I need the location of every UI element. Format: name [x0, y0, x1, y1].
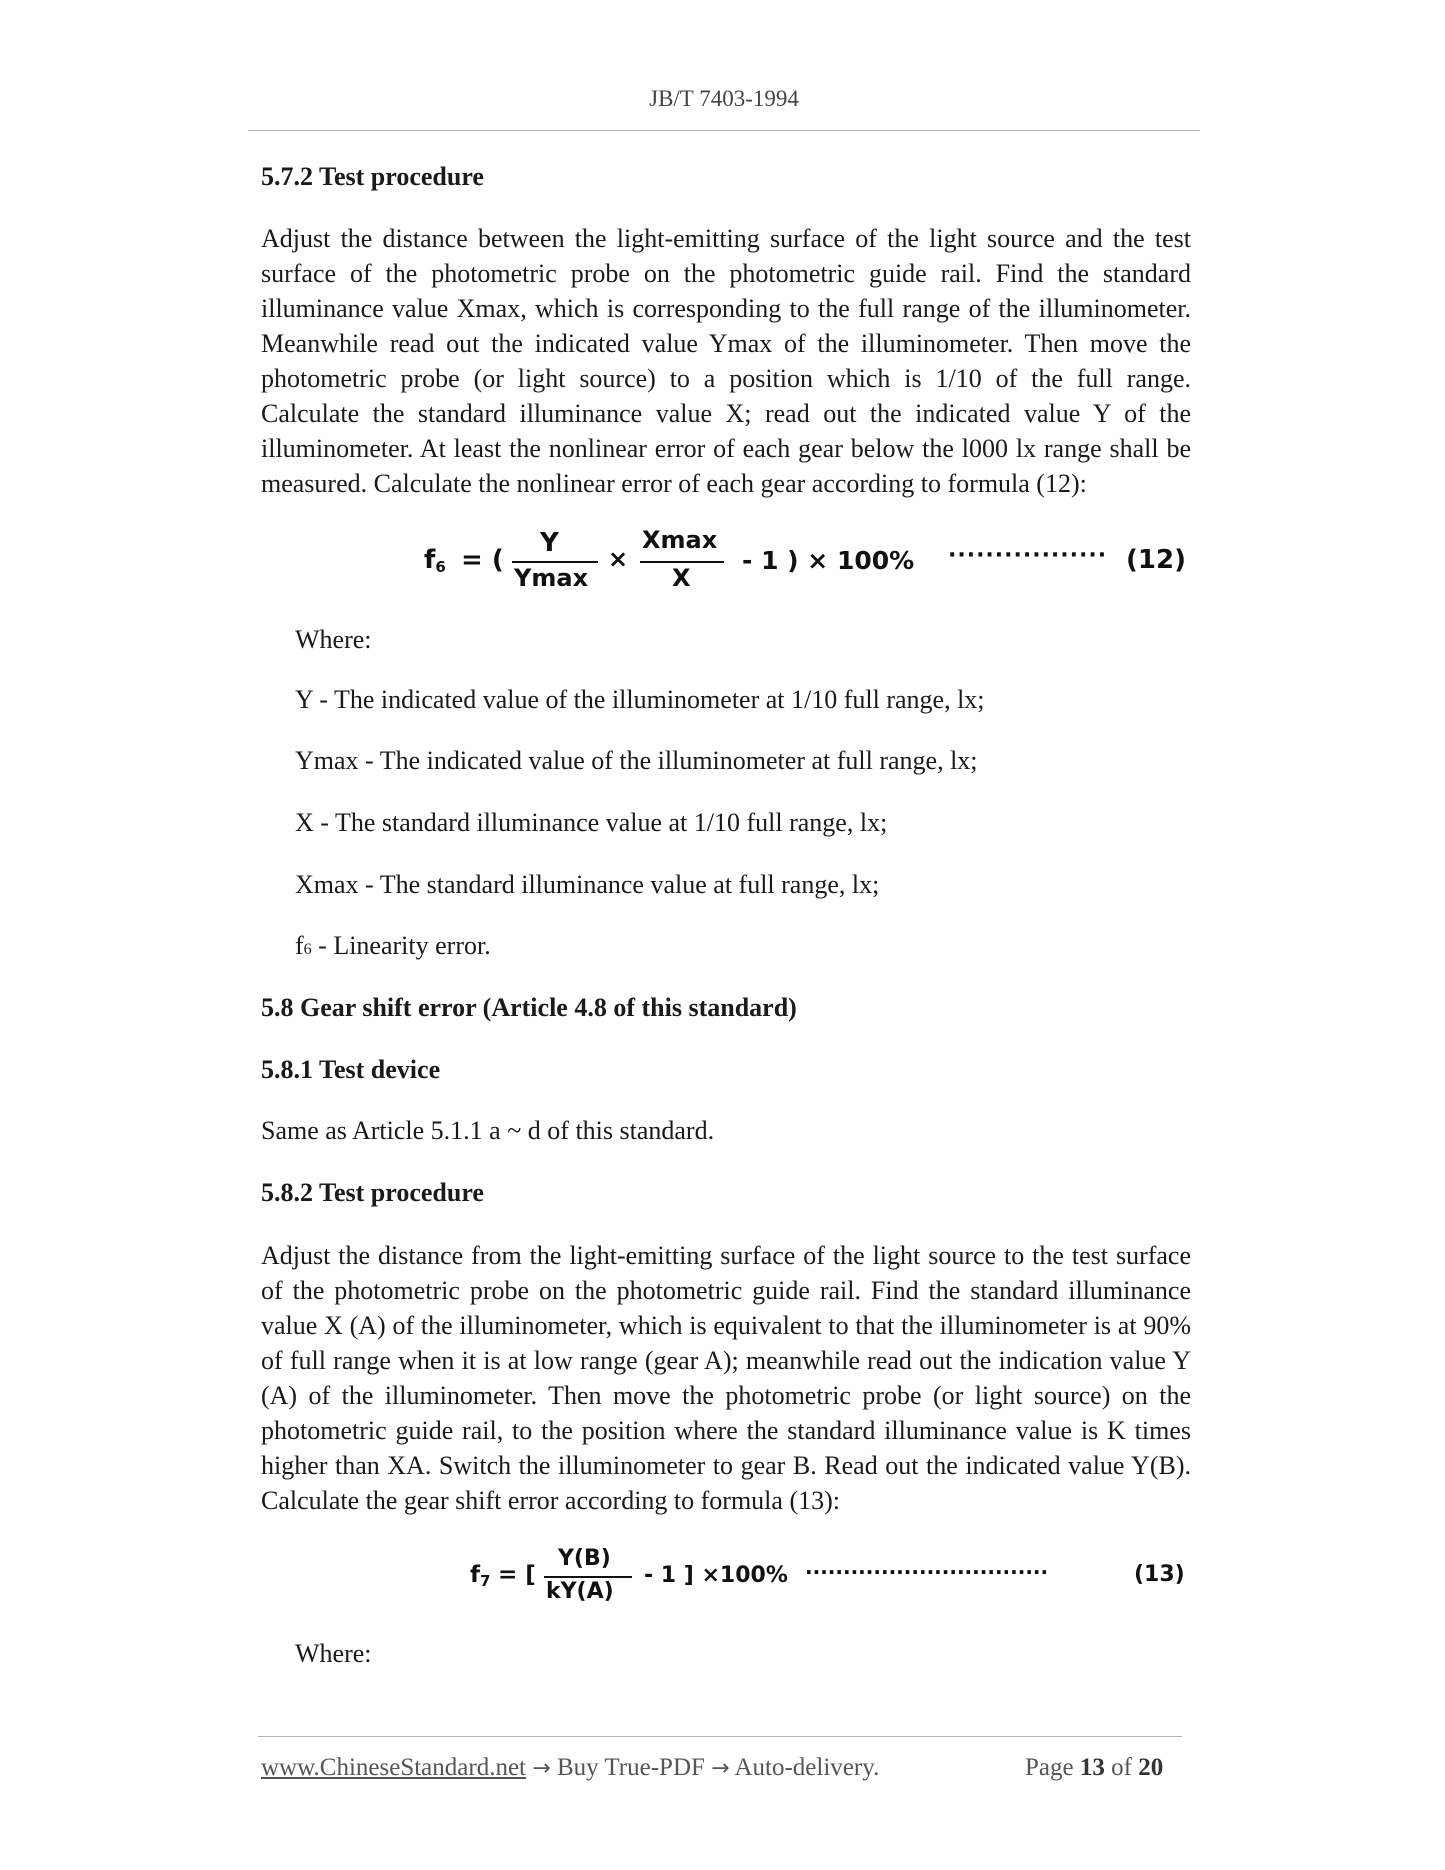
formula-12-frac1-num: Y — [540, 528, 559, 558]
arrow-icon: → — [711, 1756, 730, 1781]
where-label-1: Where: — [295, 625, 372, 654]
heading-5-8-2: 5.8.2 Test procedure — [261, 1178, 484, 1207]
current-page: 13 — [1079, 1754, 1105, 1781]
paragraph-5-7-2: Adjust the distance between the light-emitting surface of the light source and the test surface of the photometric probe on the photometric guide rail. Find the standard illuminance value Xmax, which is corresponding to the full range of the illuminometer. Meanwhile read out the indicated value Ymax of the illuminometer. Then move the photometric probe (or light source) to a position which is 1/10 of the full range. Calculate the standard illuminance value X; read out the indicated value Y of the illuminometer. At least the nonlinear error of each gear below the l000 lx range shall be measured. Calculate the nonlinear error of each gear according to formula (12): — [261, 224, 1191, 498]
formula-12-frac1-bar — [512, 561, 598, 563]
arrow-icon: → — [532, 1756, 551, 1781]
formula-13-frac-num: Y(B) — [558, 1546, 611, 1571]
definition-xmax: Xmax - The standard illuminance value at full range, lx; — [295, 870, 880, 899]
where-label-2: Where: — [295, 1639, 372, 1668]
text-5-8-1: Same as Article 5.1.1 a ~ d of this standard. — [261, 1116, 715, 1145]
formula-12-open: = ( — [461, 545, 504, 575]
definition-ymax: Ymax - The indicated value of the illuminometer at full range, lx; — [295, 746, 978, 775]
formula-12-frac2-den: X — [672, 564, 691, 592]
formula-13-tail: - 1 ] ×100% — [644, 1563, 788, 1588]
website-link[interactable]: www.ChineseStandard.net — [261, 1754, 526, 1781]
footer-divider — [258, 1736, 1182, 1737]
heading-5-7-2: 5.7.2 Test procedure — [261, 162, 484, 191]
auto-delivery-text: Auto-delivery. — [734, 1754, 880, 1781]
formula-13-open: = [ — [498, 1562, 536, 1588]
formula-12-leader: ················· — [948, 543, 1108, 568]
page-indicator: Page 13 of 20 — [1025, 1754, 1164, 1781]
footer-promo — [261, 1754, 879, 1782]
header-divider — [248, 130, 1200, 131]
paragraph-5-8-2: Adjust the distance from the light-emitting surface of the light source to the test surface of the photometric probe on the photometric guide rail. Find the standard illuminance value X (A) of the illuminometer, which is equivalent to that the illuminometer is at 90% of full range when it is at low range (gear A); meanwhile read out the indication value Y (A) of the illuminometer. Then move the photometric probe (or light source) on the photometric guide rail, to the position where the standard illuminance value is K times higher than XA. Switch the illuminometer to gear B. Read out the indicated value Y(B). Calculate the gear shift error according to formula (13): — [261, 1241, 1191, 1515]
formula-13-lhs: $f_7$ — [470, 1562, 491, 1590]
buy-pdf-text: Buy True-PDF — [556, 1754, 705, 1781]
formula-13-leader: ································ — [805, 1560, 1049, 1584]
total-pages: 20 — [1138, 1754, 1164, 1781]
formula-12-times: × — [608, 545, 629, 573]
heading-5-8: 5.8 Gear shift error (Article 4.8 of this standard) — [261, 993, 797, 1022]
formula-12-frac2-num: Xmax — [642, 526, 718, 554]
formula-13-frac-bar — [544, 1576, 632, 1578]
formula-12-frac1-den: Ymax — [514, 564, 589, 592]
formula-13-frac-den: kY(A) — [546, 1579, 614, 1604]
formula-12-lhs: $f_6$ — [424, 545, 446, 576]
formula-13-number: (13) — [1134, 1562, 1185, 1587]
heading-5-8-1: 5.8.1 Test device — [261, 1055, 441, 1084]
definition-y: Y - The indicated value of the illuminometer at 1/10 full range, lx; — [295, 685, 985, 714]
formula-12-number: (12) — [1126, 545, 1186, 575]
formula-12-tail: - 1 ) × 100% — [742, 546, 915, 575]
document-number: JB/T 7403-1994 — [649, 86, 799, 111]
definition-x: X - The standard illuminance value at 1/10 full range, lx; — [295, 808, 888, 837]
definition-f6: f6 - Linearity error. — [295, 931, 491, 960]
formula-12-frac2-bar — [640, 561, 724, 563]
